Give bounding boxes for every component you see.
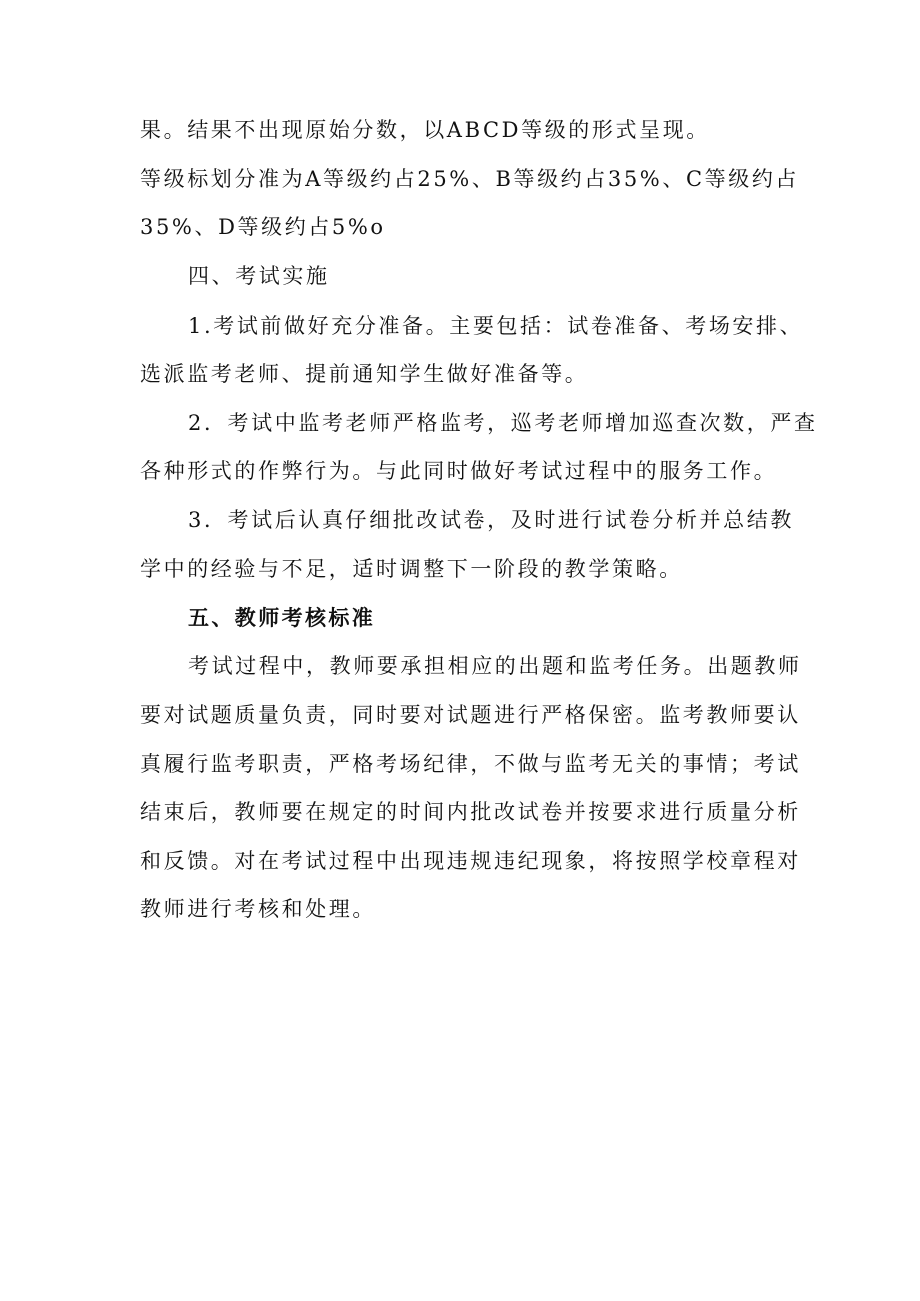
text-line: 要对试题质量负责，同时要对试题进行严格保密。监考教师要认 [140, 703, 801, 727]
text-line: 真履行监考职责，严格考场纪律，不做与监考无关的事情；考试 [140, 752, 801, 776]
text-line: 学中的经验与不足，适时调整下一阶段的教学策略。 [140, 557, 683, 581]
text-line: 35%、D等级约占5%o [140, 215, 386, 239]
text-line: 教师进行考核和处理。 [140, 897, 376, 921]
text-line: 各种形式的作弊行为。与此同时做好考试过程中的服务工作。 [140, 459, 778, 483]
text-line: 1.考试前做好充分准备。主要包括：试卷准备、考场安排、 [188, 314, 804, 338]
text-line: 选派监考老师、提前通知学生做好准备等。 [140, 362, 589, 386]
text-line: 结束后，教师要在规定的时间内批改试卷并按要求进行质量分析 [140, 800, 801, 824]
text-line: 3．考试后认真仔细批改试卷，及时进行试卷分析并总结教 [188, 508, 794, 532]
section-heading: 四、考试实施 [188, 264, 330, 288]
text-line: 2．考试中监考老师严格监考，巡考老师增加巡查次数，严查 [188, 411, 818, 435]
text-line: 和反馈。对在考试过程中出现违规违纪现象，将按照学校章程对 [140, 849, 801, 873]
section-heading: 五、教师考核标准 [188, 606, 376, 630]
text-line: 果。结果不出现原始分数，以ABCD等级的形式呈现。 [140, 118, 710, 142]
text-line: 等级标划分准为A等级约占25%、B等级约占35%、C等级约占 [140, 167, 800, 191]
text-line: 考试过程中，教师要承担相应的出题和监考任务。出题教师 [188, 654, 802, 678]
